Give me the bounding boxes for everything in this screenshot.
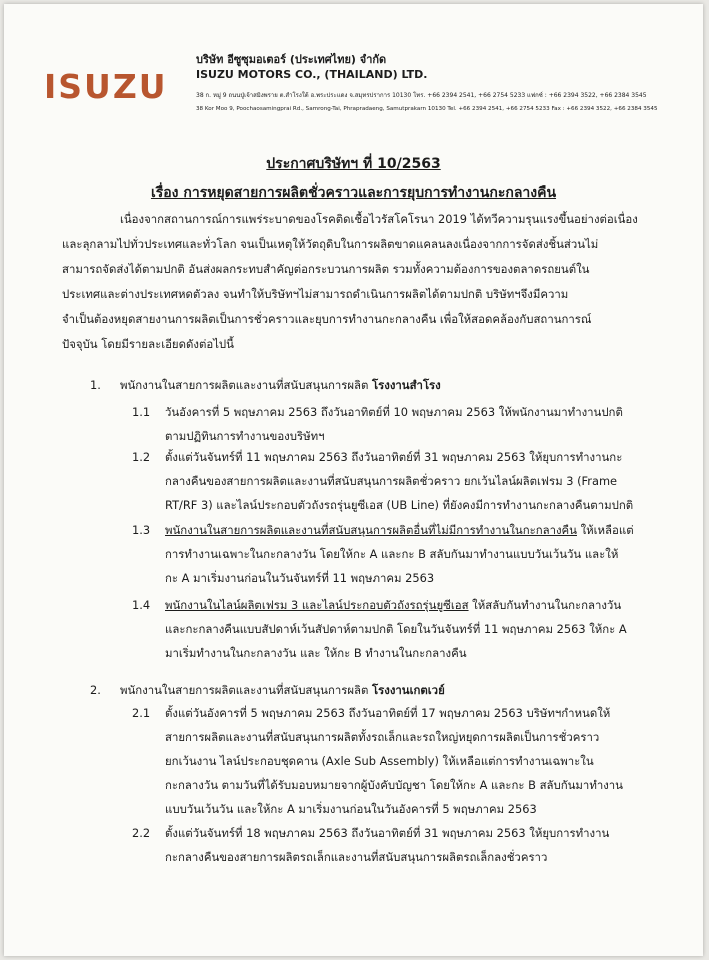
item-line-rest: ให้สลับกันทำงานในกะกลางวัน [468, 598, 622, 612]
item-line: สายการผลิตและงานที่สนับสนุนการผลิตทั้งรถเล็กและรถใหญ่หยุดการผลิตเป็นการชั่วคราว [165, 730, 600, 744]
company-header [196, 53, 696, 114]
underlined-text: พนักงานในไลน์ผลิตเฟรม 3 และไลน์ประกอบตัวถังรถรุ่นยูซีเอส [165, 598, 469, 612]
item-number: 1.2 [132, 450, 151, 464]
address-en: 38 Kor Moo 9, Poochaosamingprai Rd., Samrong-Tai, Phrapradaeng, Samutprakarn 10130 Tel. +66 2394 2541, +66 2754 5233 Fax : +66 2394 3522, +66 2384 3545 [196, 106, 658, 112]
document-page [4, 4, 703, 956]
item-text [165, 445, 645, 517]
item-text [165, 593, 645, 665]
item-text [165, 400, 645, 448]
intro-line: ประเทศและต่างประเทศหดตัวลง จนทำให้บริษัทฯไม่สามารถดำเนินการผลิตได้ตามปกติ บริษัทฯจึงมีความ [62, 287, 569, 301]
item-line: ตั้งแต่วันอังคารที่ 5 พฤษภาคม 2563 ถึงวันอาทิตย์ที่ 17 พฤษภาคม 2563 บริษัทฯกำหนดให้ [165, 706, 611, 720]
isuzu-logo: ISUZU [44, 67, 168, 106]
plant-name: โรงงานเกตเวย์ [372, 683, 445, 697]
address-th: 38 ก. หมู่ 9 ถนนปู่เจ้าสมิงพราย ต.สำโรงใต้ อ.พระประแดง จ.สมุทรปราการ 10130 โทร. +66 2394 2541, +66 2754 5233 แฟกซ์ : +66 2394 3522, +66 2384 3545 [196, 92, 647, 99]
announcement-title: ประกาศบริษัทฯ ที่ 10/2563 [266, 156, 441, 172]
item-number: 2.2 [132, 826, 151, 840]
item-line: ตั้งแต่วันจันทร์ที่ 11 พฤษภาคม 2563 ถึงวันอาทิตย์ที่ 31 พฤษภาคม 2563 ให้ยุบการทำงานกะ [165, 450, 623, 464]
item-number: 1.4 [132, 598, 151, 612]
section-number: 1. [90, 378, 101, 392]
item-line: กะกลางคืนของสายการผลิตรถเล็กและงานที่สนับสนุนการผลิตรถเล็กลงชั่วคราว [165, 850, 548, 864]
item-line [165, 518, 645, 542]
item-number: 2.1 [132, 706, 151, 720]
item-line: และกะกลางคืนแบบสัปดาห์เว้นสัปดาห์ตามปกติ โดยในวันจันทร์ที่ 11 พฤษภาคม 2563 ให้กะ A [165, 622, 627, 636]
item-line: ยกเว้นงาน ไลน์ประกอบชุดคาน (Axle Sub Assembly) ให้เหลือแต่การทำงานเฉพาะใน [165, 754, 594, 768]
intro-paragraph [62, 207, 642, 357]
intro-line: สามารถจัดส่งได้ตามปกติ อันส่งผลกระทบสำคัญต่อกระบวนการผลิต รวมทั้งความต้องการของตลาดรถยนต์ใน [62, 262, 590, 276]
intro-line: ปัจจุบัน โดยมีรายละเอียดดังต่อไปนี้ [62, 337, 234, 351]
section-text: พนักงานในสายการผลิตและงานที่สนับสนุนการผลิต [120, 378, 369, 392]
item-line: RT/RF 3) และไลน์ประกอบตัวถังรถรุ่นยูซีเอส (UB Line) ที่ยังคงมีการทำงานกะกลางคืนตามปกติ [165, 498, 634, 512]
item-line: การทำงานเฉพาะในกะกลางวัน โดยให้กะ A และกะ B สลับกันมาทำงานแบบวันเว้นวัน และให้ [165, 547, 619, 561]
section-number: 2. [90, 683, 101, 697]
intro-line: และลุกลามไปทั่วประเทศและทั่วโลก จนเป็นเหตุให้วัตถุดิบในการผลิตขาดแคลนลงเนื่องจากการจัดส่งชิ้นส่วนไม่ [62, 237, 599, 251]
item-line: มาเริ่มทำงานในกะกลางวัน และ ให้กะ B ทำงานในกะกลางคืน [165, 646, 467, 660]
item-number: 1.3 [132, 523, 151, 537]
item-line: กลางคืนของสายการผลิตและงานที่สนับสนุนการผลิตชั่วคราว ยกเว้นไลน์ผลิตเฟรม 3 (Frame [165, 474, 618, 488]
item-line: ตามปฏิทินการทำงานของบริษัทฯ [165, 429, 325, 443]
underlined-text: พนักงานในสายการผลิตและงานที่สนับสนุนการผลิตอื่นที่ไม่มีการทำงานในกะกลางคืน [165, 523, 577, 537]
item-line [165, 593, 645, 617]
intro-line: เนื่องจากสถานการณ์การแพร่ระบาดของโรคติดเชื้อไวรัสโคโรนา 2019 ได้ทวีความรุนแรงขึ้นอย่างต่อเนื่อง [120, 212, 638, 226]
item-text [165, 821, 645, 869]
section-heading-text [120, 678, 445, 702]
item-text [165, 518, 645, 590]
company-name-en: ISUZU MOTORS CO., (THAILAND) LTD. [196, 68, 428, 81]
intro-line: จำเป็นต้องหยุดสายงานการผลิตเป็นการชั่วคราวและยุบการทำงานกะกลางคืน เพื่อให้สอดคล้องกับสถานการณ์ [62, 312, 592, 326]
item-number: 1.1 [132, 405, 151, 419]
item-line: กะกลางวัน ตามวันที่ได้รับมอบหมายจากผู้บังคับบัญชา โดยให้กะ A และกะ B สลับกันมาทำงาน [165, 778, 623, 792]
company-name-th: บริษัท อีซูซุมอเตอร์ (ประเทศไทย) จำกัด [196, 53, 387, 66]
item-line: ตั้งแต่วันจันทร์ที่ 18 พฤษภาคม 2563 ถึงวันอาทิตย์ที่ 31 พฤษภาคม 2563 ให้ยุบการทำงาน [165, 826, 610, 840]
item-text [165, 701, 645, 821]
item-line: วันอังคารที่ 5 พฤษภาคม 2563 ถึงวันอาทิตย์ที่ 10 พฤษภาคม 2563 ให้พนักงานมาทำงานปกติ [165, 405, 623, 419]
announcement-subject: เรื่อง การหยุดสายการผลิตชั่วคราวและการยุบการทำงานกะกลางคืน [150, 185, 557, 201]
item-line-rest: ให้เหลือแต่ [576, 523, 634, 537]
section-heading-text [120, 373, 441, 397]
item-line: กะ A มาเริ่มงานก่อนในวันจันทร์ที่ 11 พฤษภาคม 2563 [165, 571, 435, 585]
item-line: แบบวันเว้นวัน และให้กะ A มาเริ่มงานก่อนในวันอังคารที่ 5 พฤษภาคม 2563 [165, 802, 537, 816]
section-text: พนักงานในสายการผลิตและงานที่สนับสนุนการผลิต [120, 683, 369, 697]
plant-name: โรงงานสำโรง [372, 378, 441, 392]
